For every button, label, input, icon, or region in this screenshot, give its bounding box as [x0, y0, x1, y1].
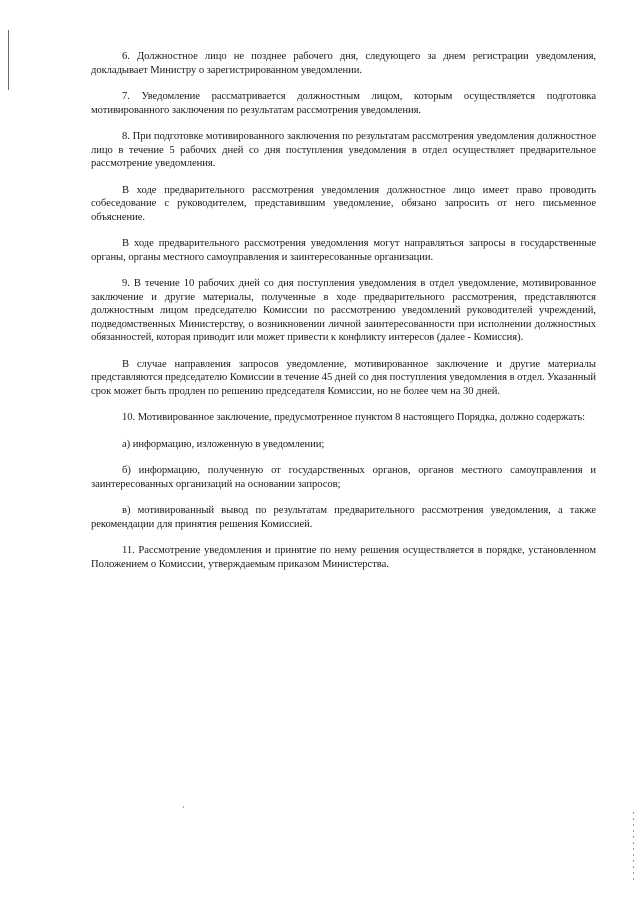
paragraph-8-requests: В ходе предварительного рассмотрения уведомления могут направляться запросы в государственные органы, органы местного самоуправления и заинтересованные организации.	[91, 238, 596, 263]
paragraph-8-interview: В ходе предварительного рассмотрения уведомления должностное лицо имеет право проводить собеседование с руководителем, представившим уведомление, обязано запросить от него письменное объяснение.	[91, 184, 596, 223]
scan-edge-mark	[633, 812, 634, 882]
paragraph-11: 11. Рассмотрение уведомления и принятие по нему решения осуществляется в порядке, установленном Положением о Комиссии, утверждаемым приказом Министерства.	[91, 545, 596, 570]
paragraph-7: 7. Уведомление рассматривается должностным лицом, которым осуществляется подготовка мотивированного заключения по результатам рассмотрения уведомления.	[91, 91, 596, 116]
paragraph-9-deadline: В случае направления запросов уведомление, мотивированное заключение и другие материалы представляются председателю Комиссии в течение 45 дней со дня поступления уведомления в отдел. Указанный срок может быть продлен по решению председателя Комиссии, но не более чем на 30 дней.	[91, 358, 596, 397]
paragraph-10-item-b: б) информацию, полученную от государственных органов, органов местного самоуправления и заинтересованных организаций на основании запросов;	[91, 465, 596, 490]
paragraph-6: 6. Должностное лицо не позднее рабочего дня, следующего за днем регистрации уведомления, докладывает Министру о зарегистрированном уведомлении.	[91, 51, 596, 76]
scan-edge-mark	[8, 30, 9, 90]
document-page	[91, 50, 596, 584]
paragraph-10-item-a: а) информацию, изложенную в уведомлении;	[122, 438, 325, 450]
scan-dust-mark	[183, 806, 184, 808]
paragraph-10-item-c: в) мотивированный вывод по результатам предварительного рассмотрения уведомления, а также рекомендации для принятия решения Комиссией.	[91, 505, 596, 530]
paragraph-8: 8. При подготовке мотивированного заключения по результатам рассмотрения уведомления должностное лицо в течение 5 рабочих дней со дня поступления уведомления в отдел осуществляет предварительное рассмотрение уведомления.	[91, 131, 596, 169]
paragraph-9: 9. В течение 10 рабочих дней со дня поступления уведомления в отдел уведомление, мотивированное заключение и другие материалы, полученные в ходе предварительного рассмотрения, представляются должностным лицом председателю Комиссии по рассмотрению уведомлений руководителей учреждений, подведомственных Министерству, о возникновении личной заинтересованности при исполнении должностных обязанностей, которая приводит или может привести к конфликту интересов (далее - Комиссия).	[91, 278, 596, 343]
paragraph-10: 10. Мотивированное заключение, предусмотренное пунктом 8 настоящего Порядка, должно содержать:	[122, 412, 586, 423]
